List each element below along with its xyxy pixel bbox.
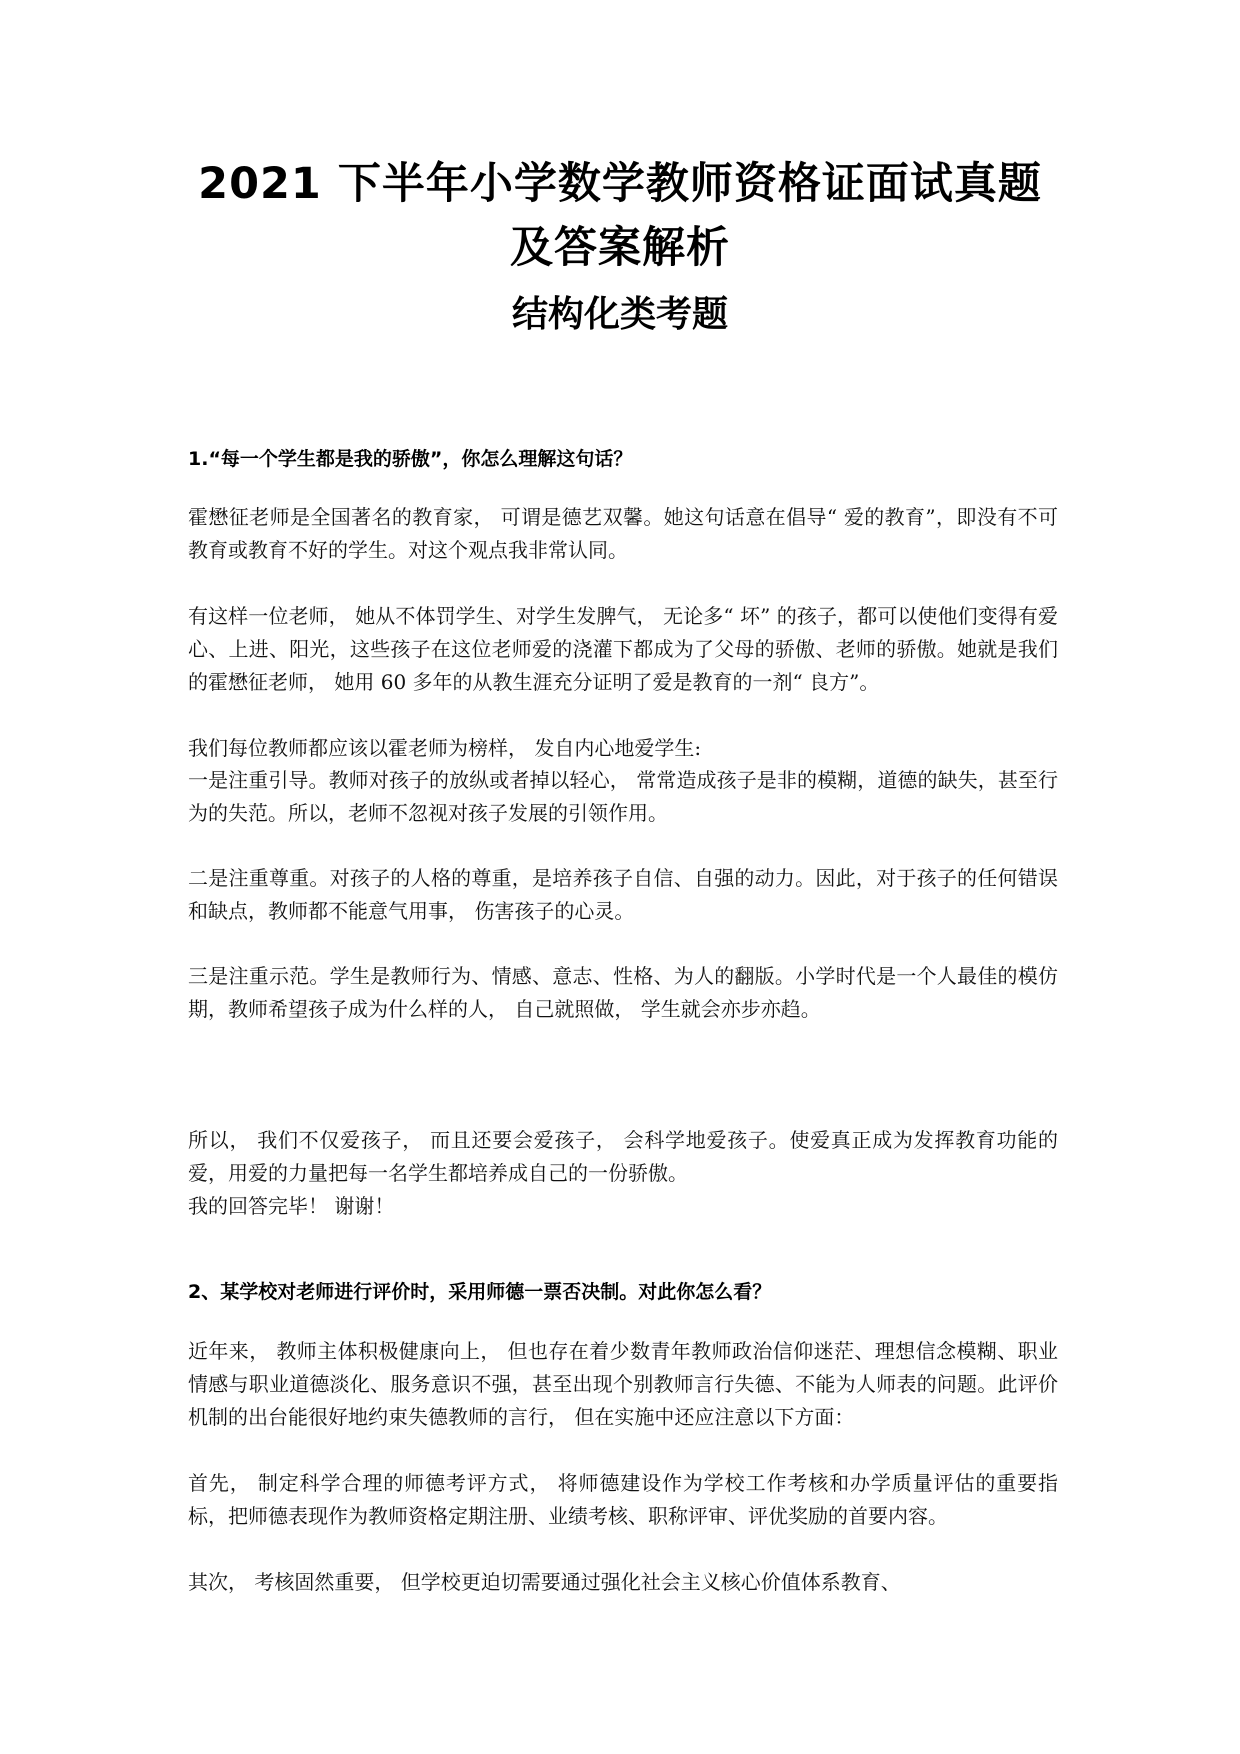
q1-paragraph-2: 有这样一位老师， 她从不体罚学生、对学生发脾气， 无论多“ 坏” 的孩子，都可以使他们变得有爱心、上进、阳光，这些孩子在这位老师爱的浇灌下都成为了父母的骄傲、老师的骄傲。她就是我们的霍懋征老师， 她用 60 多年的从教生涯充分证明了爱是教育的一剂“ 良方”。 — [188, 604, 1058, 694]
q2-paragraph-3: 其次， 考核固然重要， 但学校更迫切需要通过强化社会主义核心价值体系教育、 — [188, 1570, 901, 1594]
question-2-heading: 2、某学校对老师进行评价时，采用师德一票否决制。对此你怎么看？ — [188, 1281, 772, 1303]
q1-paragraph-1: 霍懋征老师是全国著名的教育家， 可谓是德艺双馨。她这句话意在倡导“ 爱的教育”，即没有不可教育或教育不好的学生。对这个观点我非常认同。 — [188, 505, 1058, 562]
q1-paragraph-5: 二是注重尊重。对孩子的人格的尊重，是培养孩子自信、自强的动力。因此，对于孩子的任何错误和缺点，教师都不能意气用事， 伤害孩子的心灵。 — [188, 866, 1058, 923]
q1-paragraph-4: 一是注重引导。教师对孩子的放纵或者掉以轻心， 常常造成孩子是非的模糊，道德的缺失，甚至行为的失范。所以，老师不忽视对孩子发展的引领作用。 — [188, 768, 1058, 825]
q1-paragraph-7: 所以， 我们不仅爱孩子， 而且还要会爱孩子， 会科学地爱孩子。使爱真正成为发挥教育功能的爱，用爱的力量把每一名学生都培养成自己的一份骄傲。 — [188, 1128, 1058, 1185]
document-title-line-2: 及答案解析 — [510, 223, 730, 273]
q1-paragraph-3: 我们每位教师都应该以霍老师为榜样， 发自内心地爱学生: — [188, 736, 702, 760]
q2-paragraph-1: 近年来， 教师主体积极健康向上， 但也存在着少数青年教师政治信仰迷茫、理想信念模糊、职业情感与职业道德淡化、服务意识不强，甚至出现个别教师言行失德、不能为人师表的问题。此评价机制的出台能很好地约束失德教师的言行， 但在实施中还应注意以下方面： — [188, 1339, 1058, 1429]
q1-paragraph-8: 我的回答完毕！ 谢谢！ — [188, 1194, 395, 1218]
q1-paragraph-6: 三是注重示范。学生是教师行为、情感、意志、性格、为人的翻版。小学时代是一个人最佳的模仿期，教师希望孩子成为什么样的人， 自己就照做， 学生就会亦步亦趋。 — [188, 964, 1058, 1021]
document-title-line-1: 2021 下半年小学数学教师资格证面试真题 — [198, 159, 1042, 209]
section-subtitle: 结构化类考题 — [511, 294, 728, 335]
question-1-heading: 1.“每一个学生都是我的骄傲”，你怎么理解这句话？ — [188, 448, 633, 470]
q2-paragraph-2: 首先， 制定科学合理的师德考评方式， 将师德建设作为学校工作考核和办学质量评估的重要指标，把师德表现作为教师资格定期注册、业绩考核、职称评审、评优奖励的首要内容。 — [188, 1471, 1058, 1528]
